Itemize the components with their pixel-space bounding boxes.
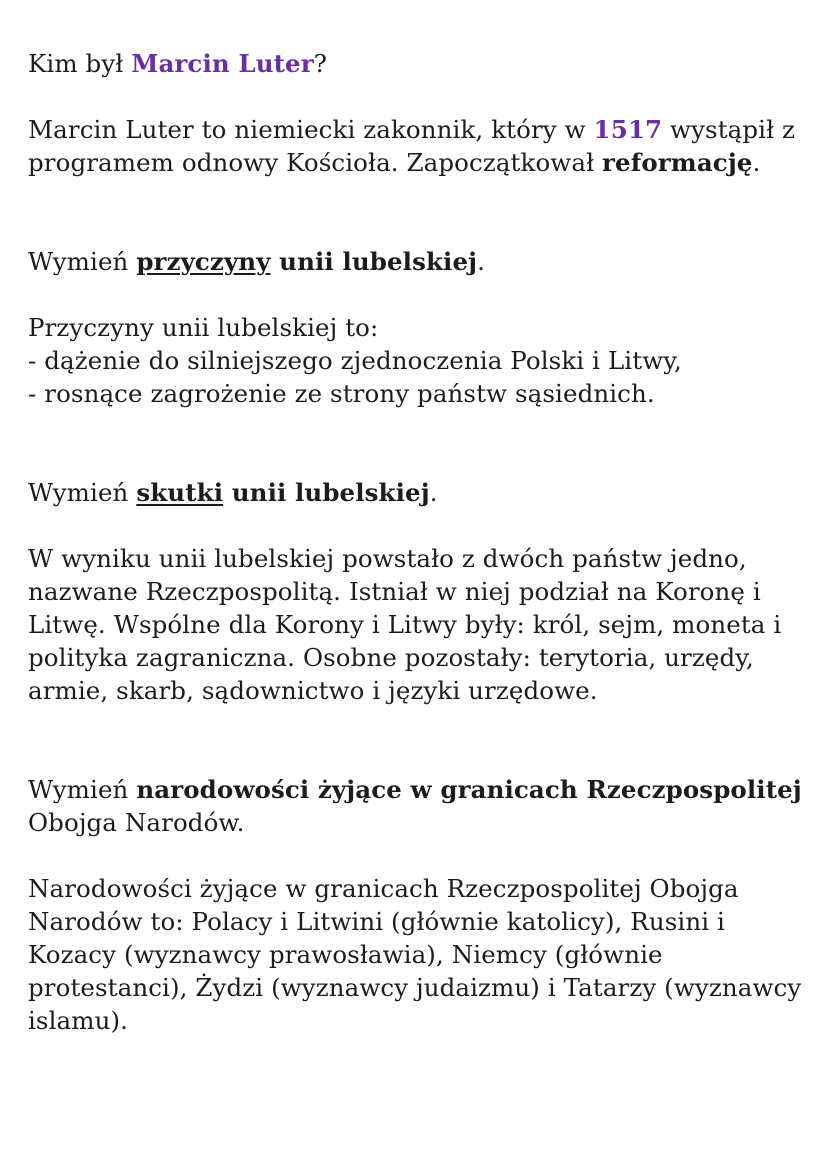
answer-1-part2: wystąpił z programem odnowy Kościoła. Zapoczątkował — [28, 115, 796, 177]
answer-1-bold: reformację — [602, 148, 753, 177]
question-2-underlined: przyczyny — [136, 247, 271, 276]
question-3 — [28, 476, 818, 509]
question-4 — [28, 773, 818, 839]
question-2 — [28, 245, 818, 278]
document-page — [28, 47, 818, 1037]
question-1-prefix: Kim był — [28, 49, 132, 78]
question-1-highlight: Marcin Luter — [131, 49, 314, 78]
question-2-prefix: Wymień — [28, 247, 137, 276]
question-3-underlined: skutki — [136, 478, 224, 507]
answer-3: W wyniku unii lubelskiej powstało z dwóch państw jedno, nazwane Rzeczpospolitą. Istniał w niej podział na Koronę i Litwę. Wspólne dla Korony i Litwy były: król, sejm, moneta i polityka zagraniczna. Osobne pozostały: terytoria, urzędy, armie, skarb, sądownictwo i języki urzędowe. — [28, 544, 782, 705]
question-1-suffix: ? — [313, 49, 327, 78]
answer-1-year: 1517 — [593, 115, 663, 144]
answer-2-item: - dążenie do silniejszego zjednoczenia Polski i Litwy, — [28, 346, 682, 375]
answer-2-item: - rosnące zagrożenie ze strony państw sąsiednich. — [28, 379, 655, 408]
answer-2-intro: Przyczyny unii lubelskiej to: — [28, 313, 379, 342]
question-4-prefix: Wymień — [28, 775, 137, 804]
answer-4: Narodowości żyjące w granicach Rzeczpospolitej Obojga Narodów to: Polacy i Litwini (głównie katolicy), Rusini i Kozacy (wyznawcy prawosławia), Niemcy (głównie protestanci), Żydzi (wyznawcy judaizmu) i Tatarzy (wyznawcy islamu). — [28, 874, 802, 1035]
question-1 — [28, 47, 818, 80]
question-4-bold: narodowości żyjące w granicach Rzeczpospolitej — [136, 775, 802, 804]
question-3-suffix: . — [429, 478, 438, 507]
answer-1-part1: Marcin Luter to niemiecki zakonnik, który w — [28, 115, 594, 144]
question-2-bold: unii lubelskiej — [270, 247, 478, 276]
question-3-prefix: Wymień — [28, 478, 137, 507]
answer-1 — [28, 113, 818, 179]
answer-1-end: . — [752, 148, 761, 177]
question-4-suffix: Obojga Narodów. — [28, 808, 245, 837]
question-2-suffix: . — [477, 247, 485, 276]
question-3-bold: unii lubelskiej — [223, 478, 430, 507]
